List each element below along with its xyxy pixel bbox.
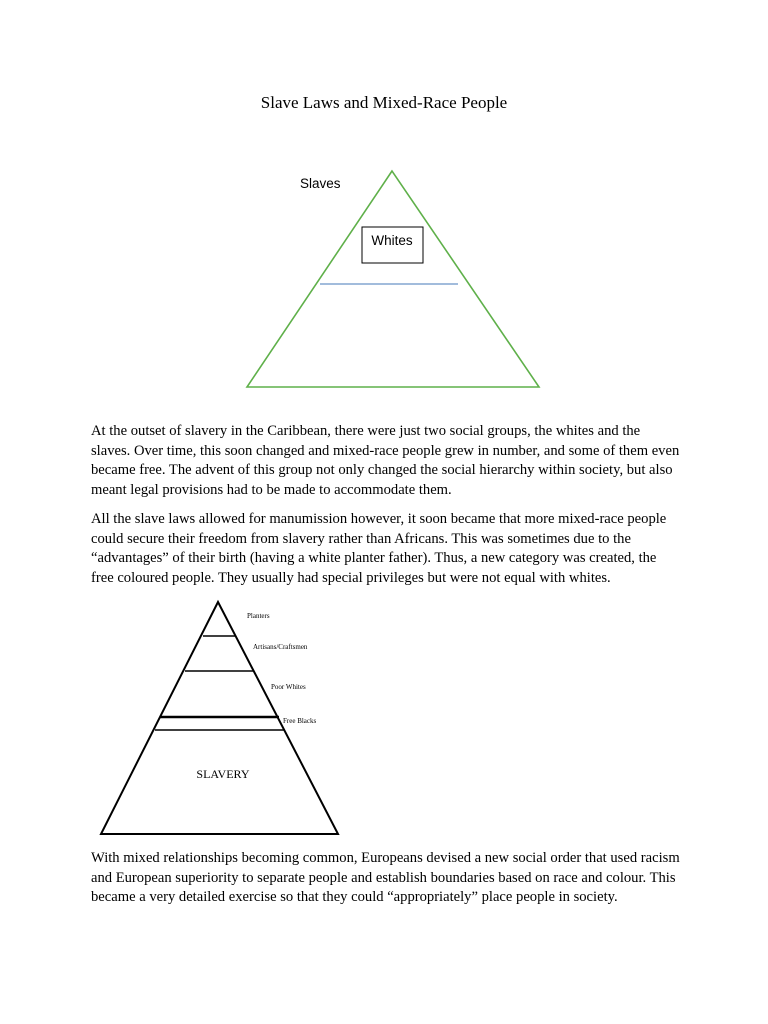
slaves-label: Slaves: [300, 176, 341, 191]
paragraph-manumission: All the slave laws allowed for manumission however, it soon became that more mixed-race people could secure their freedom from slavery rather than Africans. This was sometimes due to the “advantages” of their birth (having a white planter father). Thus, a new category was created, the free coloured people. They usually had special privileges but were not equal with whites.: [91, 511, 667, 586]
document-title: Slave Laws and Mixed-Race People: [260, 93, 508, 112]
whites-label: Whites: [371, 233, 413, 248]
slavery-label: SLAVERY: [196, 767, 250, 781]
slaves-whites-triangle-diagram: [0, 0, 768, 400]
paragraph-social-order: With mixed relationships becoming common, Europeans devised a new social order that used racism and European superiority to separate people and establish boundaries based on race and colour. This became a very detailed exercise so that they could “appropriately” place people in society.: [91, 850, 680, 905]
social-pyramid-diagram: [0, 590, 400, 840]
outer-triangle: [247, 171, 539, 387]
artisans-label: Artisans/Craftsmen: [253, 643, 308, 651]
planters-label: Planters: [247, 612, 270, 620]
poor-whites-label: Poor Whites: [271, 683, 306, 691]
free-blacks-label: Free Blacks: [283, 717, 317, 725]
paragraph-outset: At the outset of slavery in the Caribbean, there were just two social groups, the whites and the slaves. Over time, this soon changed and mixed-race people grew in number, and some of them even became free. The advent of this group not only changed the social hierarchy within society, but also meant legal provisions had to be made to accommodate them.: [91, 423, 680, 498]
